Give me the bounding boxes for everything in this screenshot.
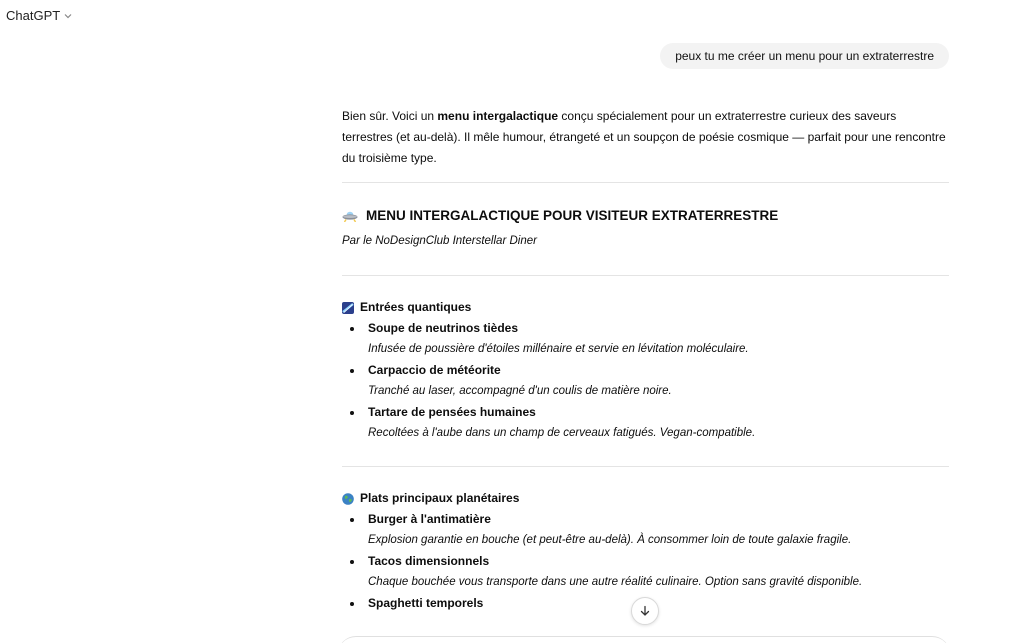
milky-way-icon (342, 302, 354, 314)
dish-description: Tranché au laser, accompagné d'un coulis de matière noire. (368, 385, 672, 397)
divider (342, 182, 949, 183)
dish-description: Recoltées à l'aube dans un champ de cerveaux fatigués. Vegan-compatible. (368, 427, 756, 439)
list-item (342, 318, 949, 360)
dish-name: Spaghetti temporels (368, 596, 484, 610)
composer-box[interactable] (338, 636, 950, 643)
dish-name: Carpaccio de météorite (368, 363, 501, 377)
ufo-icon (342, 210, 358, 222)
dish-description: Chaque bouchée vous transporte dans une autre réalité culinaire. Option sans gravité disponible. (368, 576, 863, 588)
section-entrees (342, 297, 949, 444)
list-item (342, 360, 949, 402)
list-item (342, 509, 949, 551)
intro-paragraph (342, 106, 949, 169)
assistant-message (342, 106, 949, 614)
divider (342, 466, 949, 467)
dish-name: Tartare de pensées humaines (368, 405, 536, 419)
dish-name: Burger à l'antimatière (368, 512, 491, 526)
globe-icon (342, 493, 354, 505)
arrow-down-icon (639, 605, 651, 617)
section-title-text: Plats principaux planétaires (360, 491, 520, 505)
section-title (342, 297, 949, 318)
dish-name: Soupe de neutrinos tièdes (368, 321, 519, 335)
section-title (342, 488, 949, 509)
model-selector[interactable] (6, 8, 73, 23)
dish-description: Infusée de poussière d'étoiles millénaire et servie en lévitation moléculaire. (368, 343, 749, 355)
scroll-to-bottom-button[interactable] (631, 597, 659, 625)
menu-title (342, 205, 949, 226)
model-name: ChatGPT (6, 8, 61, 23)
dish-list (342, 318, 949, 444)
intro-text-end: conçu spécialement pour un extraterrestre curieux des saveurs terrestres (et au-delà). Il mêle humour, étrangeté et un soupçon de poésie cosmique — parfait pour une rencontre du troisième type. (342, 109, 946, 165)
section-plats (342, 488, 949, 614)
intro-bold-text: menu intergalactique (437, 109, 559, 123)
divider (342, 275, 949, 276)
user-message-bubble: peux tu me créer un menu pour un extraterrestre (660, 43, 949, 69)
intro-text-start: Bien sûr. Voici un (342, 109, 438, 123)
list-item (342, 402, 949, 444)
dish-description: Explosion garantie en bouche (et peut-être au-delà). À consommer loin de toute galaxie fragile. (368, 534, 852, 546)
list-item (342, 551, 949, 593)
chevron-down-icon (63, 11, 73, 21)
menu-subtitle: Par le NoDesignClub Interstellar Diner (342, 235, 537, 247)
section-title-text: Entrées quantiques (360, 300, 472, 314)
dish-name: Tacos dimensionnels (368, 554, 490, 568)
menu-title-text: MENU INTERGALACTIQUE POUR VISITEUR EXTRATERRESTRE (366, 208, 779, 223)
